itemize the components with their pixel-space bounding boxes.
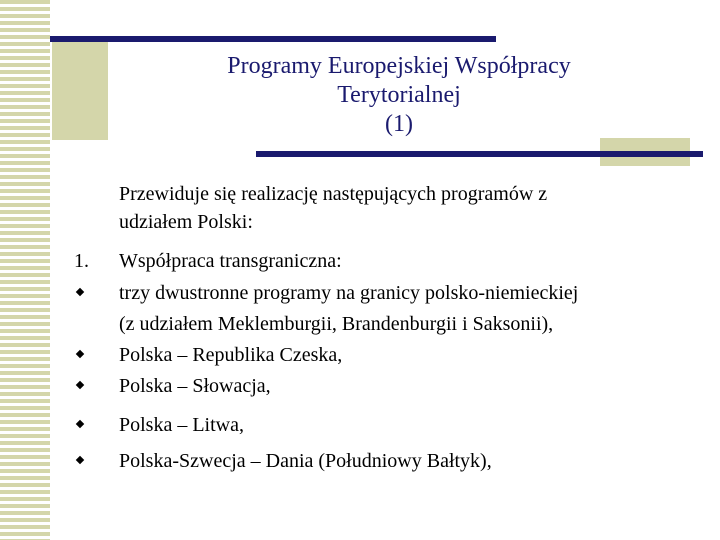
bullet-1-line-2: (z udziałem Meklemburgii, Brandenburgii i Saksonii), (119, 313, 554, 335)
list-heading: Współpraca transgraniczna: (119, 250, 342, 272)
diamond-bullet-icon (76, 456, 84, 464)
intro-line-2: udziałem Polski: (119, 211, 253, 233)
diamond-bullet-icon (76, 420, 84, 428)
title-line-3: (1) (385, 111, 413, 137)
list-number: 1. (74, 250, 89, 272)
title-bar-top (50, 36, 496, 42)
title-bar-bottom (256, 151, 703, 157)
bullet-2: Polska – Republika Czeska, (119, 344, 343, 366)
bullet-4: Polska – Litwa, (119, 414, 244, 436)
bullet-1-line-1: trzy dwustronne programy na granicy polsko-niemieckiej (119, 282, 579, 304)
slide-title (160, 52, 638, 139)
decorative-block-left (52, 36, 108, 140)
title-line-1: Programy Europejskiej Współpracy (227, 53, 571, 79)
diamond-bullet-icon (76, 381, 84, 389)
bullet-5: Polska-Szwecja – Dania (Południowy Bałtyk), (119, 450, 492, 472)
decorative-stripes (0, 0, 50, 540)
title-line-2: Terytorialnej (337, 82, 461, 108)
bullet-3: Polska – Słowacja, (119, 375, 271, 397)
diamond-bullet-icon (76, 288, 84, 296)
intro-line-1: Przewiduje się realizację następujących programów z (119, 183, 548, 205)
diamond-bullet-icon (76, 350, 84, 358)
